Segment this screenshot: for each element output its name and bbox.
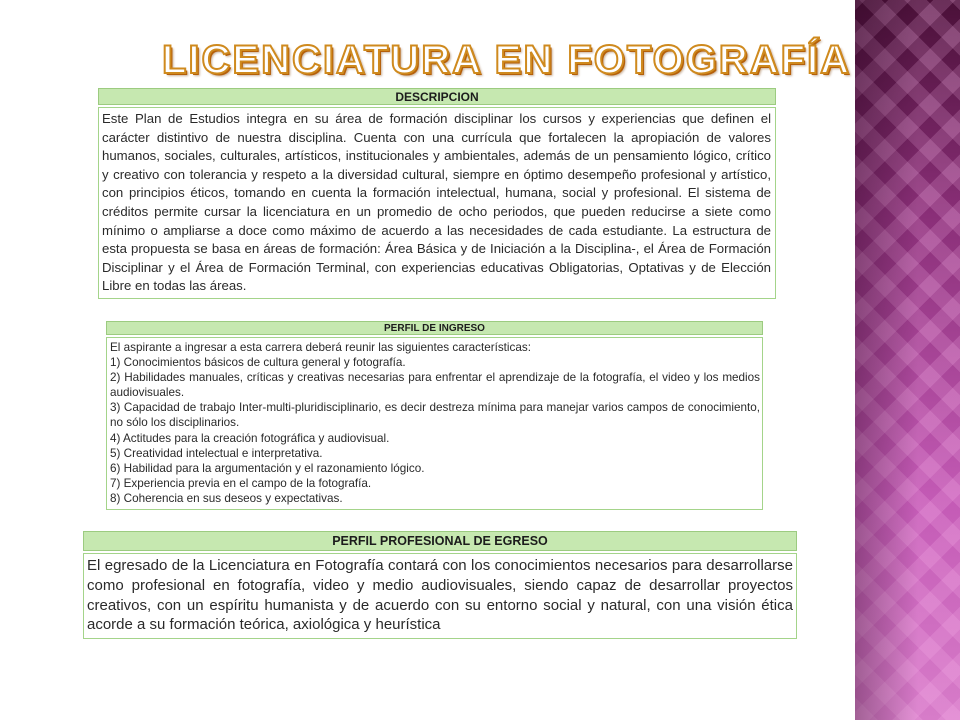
descripcion-header: DESCRIPCION bbox=[98, 88, 776, 105]
perfil-ingreso-item: 7) Experiencia previa en el campo de la fotografía. bbox=[110, 476, 372, 490]
decorative-side-strip bbox=[855, 0, 960, 720]
descripcion-text: Este Plan de Estudios integra en su área de formación disciplinar los cursos y experiencias que definen el carácter distintivo de nuestra disciplina. Cuenta con una currícula que fortalecen la apropiación de valores humanos, sociales, culturales, artísticos, institucionales y ambientales, además de un pensamiento lógico, crítico y creativo con tolerancia y respeto a la diversidad cultural, siempre en óptimo desempeño profesional y artístico, con principios éticos, tomando en cuenta la formación intelectual, humana, social y profesional. El sistema de créditos permite cursar la licenciatura en un promedio de ocho periodos, que pueden reducirse a siete como mínimo o ampliarse a doce como máximo de acuerdo a las necesidades de cada estudiante. La estructura de esta propuesta se basa en áreas de formación: Área Básica y de Iniciación a la Disciplina-, el Área de Formación Disciplinar y el Área de Formación Terminal, con experiencias educativas Obligatorias, Optativas y de Elección Libre en todas las áreas. bbox=[98, 107, 776, 299]
perfil-ingreso-body bbox=[106, 337, 763, 510]
perfil-ingreso-header: PERFIL DE INGRESO bbox=[106, 321, 763, 335]
perfil-ingreso-item: 2) Habilidades manuales, críticas y creativas necesarias para enfrentar el aprendizaje de la fotografía, el video y los medios audiovisuales. bbox=[110, 371, 760, 400]
descripcion-panel bbox=[98, 88, 776, 299]
perfil-egreso-panel bbox=[83, 531, 797, 639]
perfil-ingreso-intro: El aspirante a ingresar a esta carrera deberá reunir las siguientes características: bbox=[110, 341, 531, 354]
slide-title: LICENCIATURA EN FOTOGRAFÍA bbox=[162, 38, 852, 82]
perfil-ingreso-item: 4) Actitudes para la creación fotográfica y audiovisual. bbox=[110, 431, 390, 445]
perfil-ingreso-item: 5) Creatividad intelectual e interpretativa. bbox=[110, 446, 323, 460]
perfil-ingreso-panel bbox=[106, 321, 763, 510]
perfil-ingreso-item: 1) Conocimientos básicos de cultura general y fotografía. bbox=[110, 356, 406, 370]
perfil-egreso-text: El egresado de la Licenciatura en Fotografía contará con los conocimientos necesarios para desarrollarse como profesional en fotografía, video y medio audiovisuales, siendo capaz de desarrollar proyectos creativos, con un espíritu humanista y de acuerdo con su entorno social y natural, con una visión ética acorde a su formación teórica, axiológica y heurística bbox=[83, 553, 797, 639]
perfil-ingreso-item: 3) Capacidad de trabajo Inter-multi-pluridisciplinario, es decir destreza mínima para manejar varios campos de conocimiento, no sólo los disciplinarios. bbox=[110, 401, 760, 430]
perfil-egreso-header: PERFIL PROFESIONAL DE EGRESO bbox=[83, 531, 797, 551]
perfil-ingreso-item: 8) Coherencia en sus deseos y expectativas. bbox=[110, 491, 343, 505]
perfil-ingreso-item: 6) Habilidad para la argumentación y el razonamiento lógico. bbox=[110, 461, 425, 475]
